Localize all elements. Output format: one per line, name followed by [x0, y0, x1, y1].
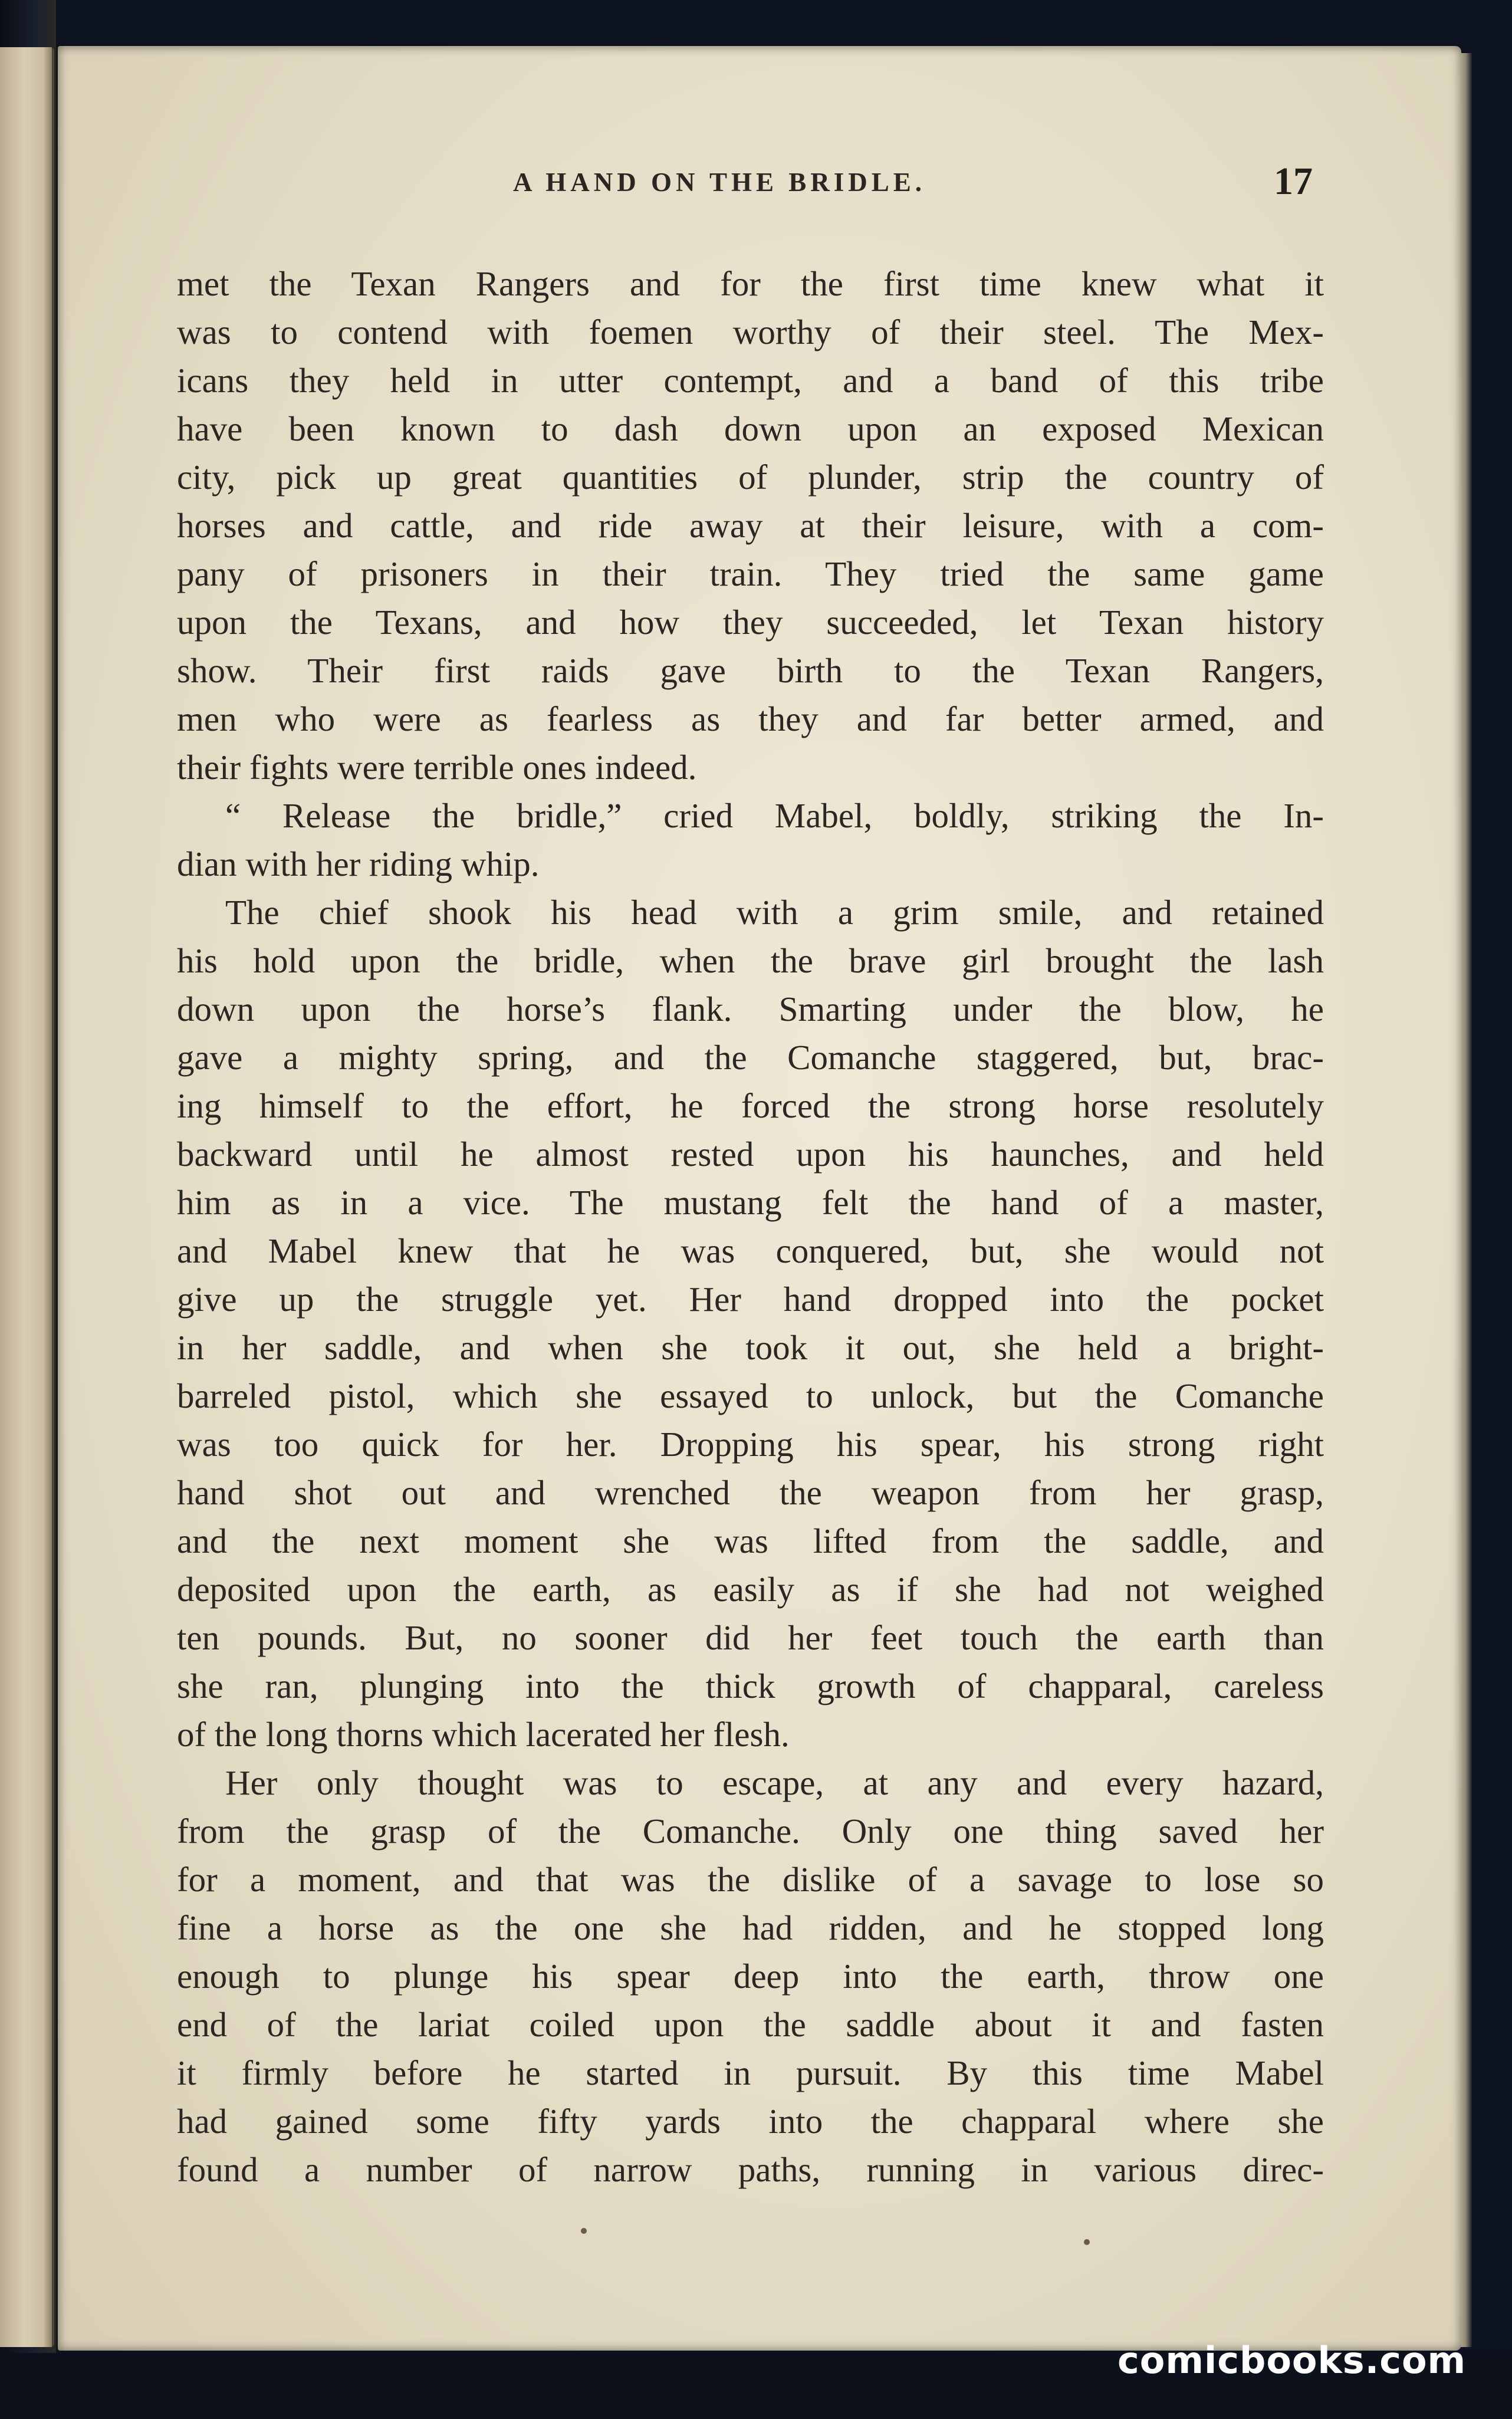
text-line: give up the struggle yet. Her hand dropped into the pocket — [177, 1280, 1324, 1319]
running-head-title: A HAND ON THE BRIDLE. — [513, 167, 926, 197]
page-number: 17 — [1274, 160, 1313, 203]
body-text — [177, 259, 1324, 2194]
text-line: for a moment, and that was the dislike of a savage to lose so — [177, 1860, 1324, 1899]
text-line: upon the Texans, and how they succeeded, let Texan history — [177, 603, 1324, 642]
text-line: pany of prisoners in their train. They tried the same game — [177, 554, 1324, 593]
text-line: deposited upon the earth, as easily as if she had not weighed — [177, 1570, 1324, 1609]
text-line: ing himself to the effort, he forced the strong horse resolutely — [177, 1086, 1324, 1125]
text-line: “ Release the bridle,” cried Mabel, boldly, striking the In- — [225, 796, 1324, 835]
watermark-logo: comicbooks.com — [1117, 2339, 1467, 2382]
text-line: him as in a vice. The mustang felt the hand of a master, — [177, 1183, 1324, 1222]
text-line: met the Texan Rangers and for the first time knew what it — [177, 264, 1324, 303]
text-line: The chief shook his head with a grim smile, and retained — [225, 893, 1324, 932]
page-speck — [581, 2228, 587, 2234]
text-line: she ran, plunging into the thick growth of chapparal, careless — [177, 1667, 1324, 1705]
text-line: Her only thought was to escape, at any and every hazard, — [225, 1763, 1324, 1802]
text-line: hand shot out and wrenched the weapon from her grasp, — [177, 1473, 1324, 1512]
text-line: and Mabel knew that he was conquered, but, she would not — [177, 1231, 1324, 1270]
page-speck — [1084, 2239, 1090, 2245]
text-line: of the long thorns which lacerated her flesh. — [177, 1715, 790, 1754]
text-line: backward until he almost rested upon his haunches, and held — [177, 1135, 1324, 1174]
text-line: men who were as fearless as they and far better armed, and — [177, 699, 1324, 738]
text-line: his hold upon the bridle, when the brave girl brought the lash — [177, 941, 1324, 980]
text-line: in her saddle, and when she took it out, she held a bright- — [177, 1328, 1324, 1367]
text-line: dian with her riding whip. — [177, 844, 540, 883]
text-line: gave a mighty spring, and the Comanche staggered, but, brac- — [177, 1038, 1324, 1077]
text-line: have been known to dash down upon an exposed Mexican — [177, 409, 1324, 448]
text-line: city, pick up great quantities of plunder, strip the country of — [177, 458, 1324, 497]
text-line: had gained some fifty yards into the chapparal where she — [177, 2102, 1324, 2141]
text-line: enough to plunge his spear deep into the earth, throw one — [177, 1957, 1324, 1996]
text-line: it firmly before he started in pursuit. By this time Mabel — [177, 2053, 1324, 2092]
text-line: icans they held in utter contempt, and a band of this tribe — [177, 361, 1324, 400]
text-line: and the next moment she was lifted from the saddle, and — [177, 1521, 1324, 1560]
text-line: barreled pistol, which she essayed to unlock, but the Comanche — [177, 1376, 1324, 1415]
text-line: fine a horse as the one she had ridden, and he stopped long — [177, 1908, 1324, 1947]
text-line: horses and cattle, and ride away at their leisure, with a com- — [177, 506, 1324, 545]
text-line: was to contend with foemen worthy of their steel. The Mex- — [177, 313, 1324, 351]
text-line: down upon the horse’s flank. Smarting under the blow, he — [177, 990, 1324, 1028]
text-line: their fights were terrible ones indeed. — [177, 748, 697, 787]
text-line: show. Their first raids gave birth to the Texan Rangers, — [177, 651, 1324, 690]
text-line: was too quick for her. Dropping his spear, his strong right — [177, 1425, 1324, 1464]
book-spine-edge — [0, 47, 54, 2347]
text-line: ten pounds. But, no sooner did her feet touch the earth than — [177, 1618, 1324, 1657]
text-line: end of the lariat coiled upon the saddle about it and fasten — [177, 2005, 1324, 2044]
text-line: from the grasp of the Comanche. Only one thing saved her — [177, 1812, 1324, 1851]
text-line: found a number of narrow paths, running in various direc- — [177, 2150, 1324, 2189]
